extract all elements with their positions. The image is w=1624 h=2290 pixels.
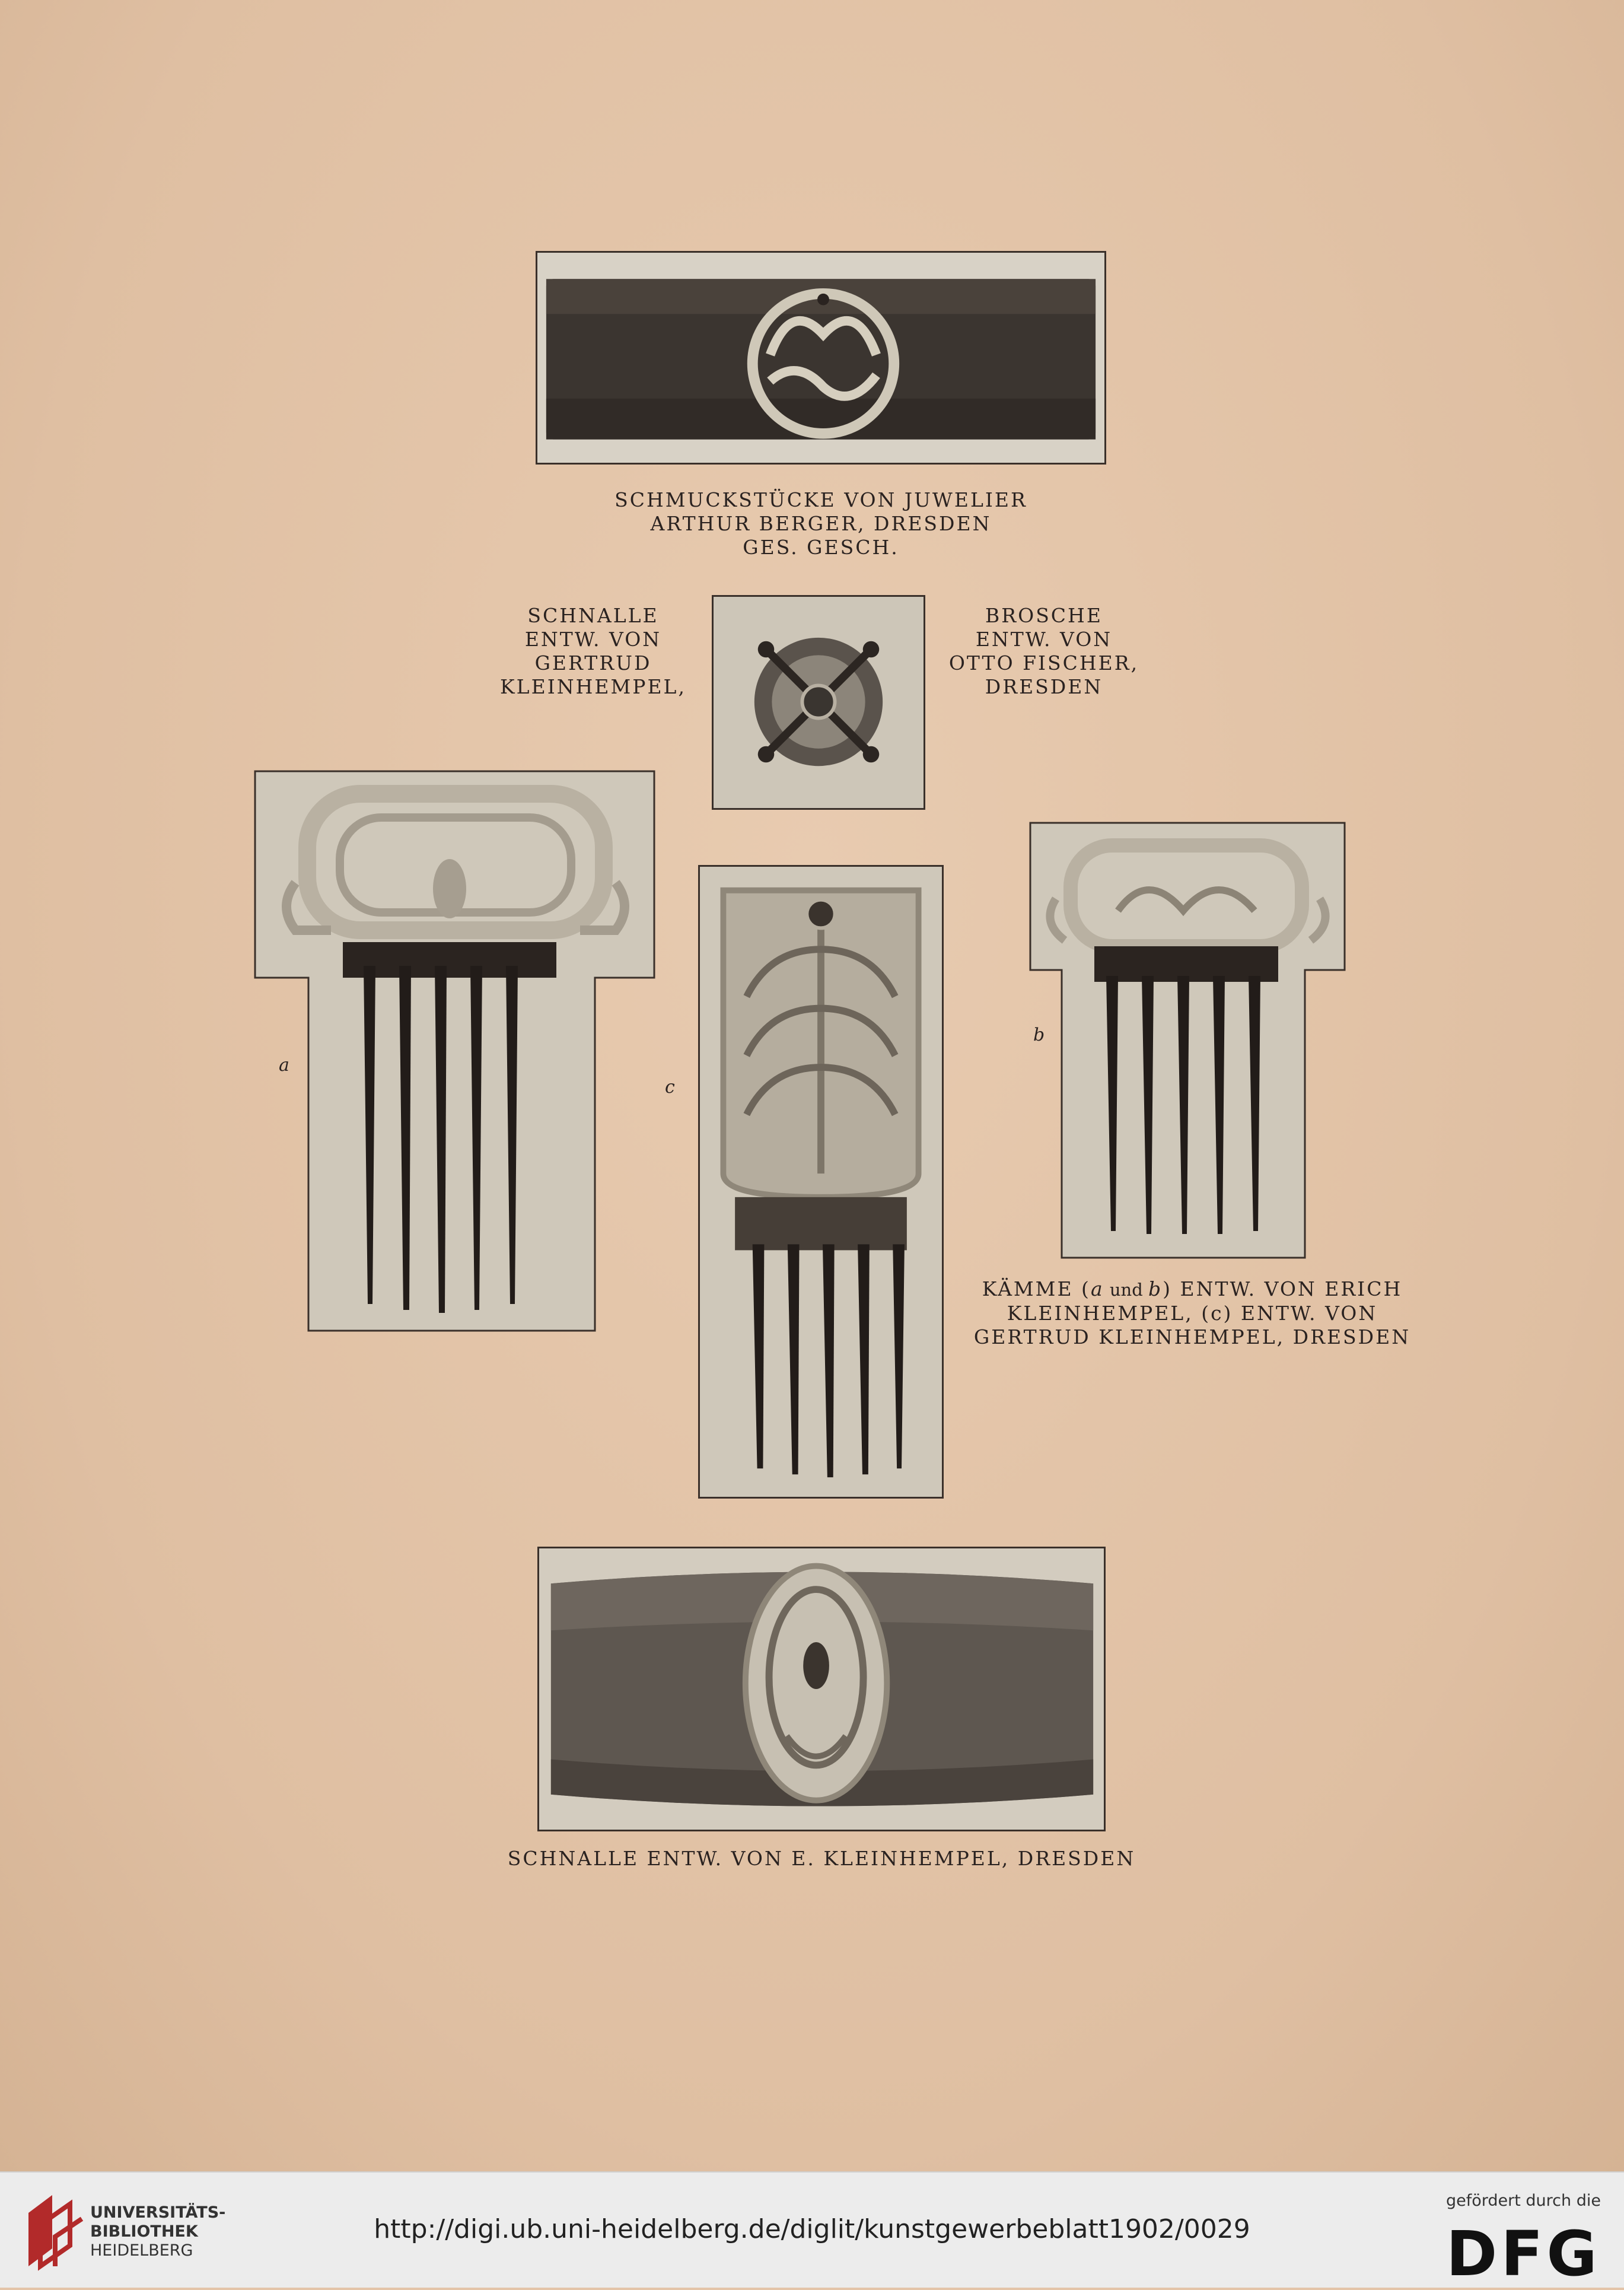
caption-right-line-1: BROSCHE [985,604,1103,627]
library-name-line-1: UNIVERSITÄTS- [90,2203,226,2222]
label-a: a [279,1055,289,1076]
comb-c-photo [698,865,944,1499]
caption-kaemme-und: und [1104,1280,1148,1300]
caption-top-line-3: GES. GESCH. [743,536,899,559]
comb-a-photo [254,770,655,1332]
caption-left-line-2: ENTW. VON [524,628,662,651]
caption-right-line-2: ENTW. VON [975,628,1113,651]
source-url-link[interactable]: http://digi.ub.uni-heidelberg.de/diglit/kunstgewerbeblatt1902/0029 [374,2214,1250,2244]
footer-bar [0,2171,1624,2288]
library-name-line-2: BIBLIOTHEK [90,2222,198,2241]
caption-kaemme-line-2: KLEINHEMPEL, (c) ENTW. VON [1007,1302,1378,1325]
belt-buckle-photo-top [536,251,1106,465]
caption-right-line-4: DRESDEN [985,675,1103,698]
label-b: b [1033,1025,1045,1045]
caption-left-line-4: KLEINHEMPEL, [500,675,686,698]
caption-brosche [937,604,1151,699]
caption-top [536,488,1106,559]
caption-top-line-1: SCHMUCKSTÜCKE VON JUWELIER [614,488,1027,511]
caption-kaemme-part-2: ) ENTW. VON ERICH [1163,1277,1403,1300]
funded-note: gefördert durch die [1446,2192,1601,2210]
caption-left-line-3: GERTRUD [534,651,652,675]
caption-kaemme-italic-a: a [1090,1277,1104,1300]
belt-buckle-photo-bottom [537,1547,1106,1831]
caption-top-line-2: ARTHUR BERGER, DRESDEN [650,512,992,535]
caption-right-line-3: OTTO FISCHER, [948,651,1139,675]
caption-kaemme [973,1277,1412,1349]
caption-left-line-1: SCHNALLE [527,604,659,627]
caption-bottom: SCHNALLE ENTW. VON E. KLEINHEMPEL, DRESDEN [507,1847,1136,1870]
brooch-photo [712,595,925,810]
comb-b-photo [1029,822,1346,1259]
label-c: c [665,1077,675,1098]
caption-kaemme-line-1 [973,1277,1412,1302]
caption-kaemme-italic-b: b [1148,1277,1163,1300]
caption-schnalle [486,604,700,699]
library-name-line-3: HEIDELBERG [90,2241,193,2260]
caption-kaemme-line-3: GERTRUD KLEINHEMPEL, DRESDEN [973,1325,1411,1348]
dfg-logo: DFG [1446,2218,1601,2290]
caption-kaemme-part-1: KÄMME ( [982,1277,1091,1300]
